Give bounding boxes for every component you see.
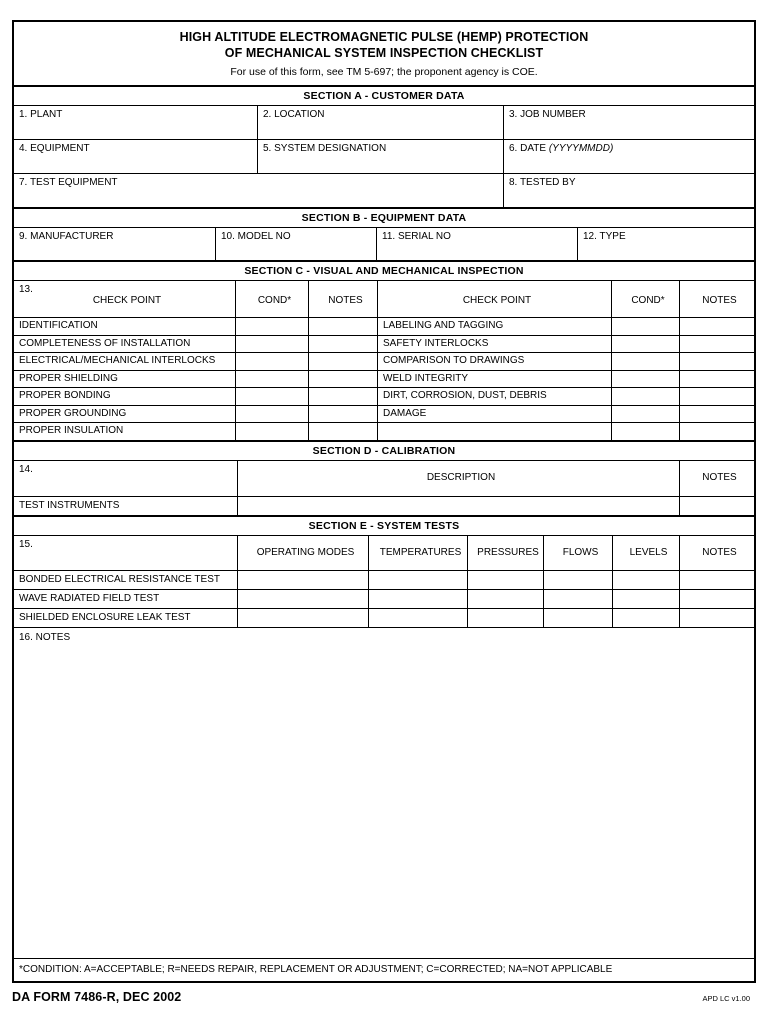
table-row: [14, 609, 754, 628]
form-number: DA FORM 7486-R, DEC 2002: [12, 990, 182, 1004]
field-date-format-hint: (YYYYMMDD): [548, 143, 614, 154]
checkpoint-right-0: LABELING AND TAGGING: [378, 318, 612, 335]
field-tested-by[interactable]: [504, 174, 754, 207]
section-e-col-operating-modes-label: OPERATING MODES: [256, 546, 355, 558]
cond-right-5[interactable]: [612, 406, 680, 423]
section-c-left-checkpoint-header: [14, 281, 236, 317]
section-b-header: SECTION B - EQUIPMENT DATA: [14, 209, 754, 228]
field-equipment[interactable]: [14, 140, 258, 173]
section-a-row-2: [14, 140, 754, 174]
section-e-cell-1-flows[interactable]: [544, 590, 613, 608]
section-e-cell-2-operating-modes[interactable]: [238, 609, 369, 627]
section-e-row-label-0: BONDED ELECTRICAL RESISTANCE TEST: [14, 571, 238, 589]
field-equipment-label: 4. EQUIPMENT: [19, 143, 90, 154]
notes-right-3[interactable]: [680, 371, 754, 388]
cond-right-1[interactable]: [612, 336, 680, 353]
cond-right-4[interactable]: [612, 388, 680, 405]
section-c-right-cond-label: COND*: [631, 294, 665, 306]
table-row: [14, 571, 754, 590]
notes-left-6[interactable]: [309, 423, 378, 440]
form-outer-border: [12, 20, 756, 983]
section-d-header: SECTION D - CALIBRATION: [14, 442, 754, 461]
table-row: [14, 336, 754, 354]
section-d-description-0[interactable]: [238, 497, 680, 515]
section-c-item-number: 13.: [19, 284, 33, 295]
table-row: [14, 388, 754, 406]
notes-left-2[interactable]: [309, 353, 378, 370]
section-e-col-levels-label: LEVELS: [629, 546, 668, 558]
table-row: [14, 353, 754, 371]
cond-left-2[interactable]: [236, 353, 309, 370]
notes-left-4[interactable]: [309, 388, 378, 405]
field-plant[interactable]: [14, 106, 258, 139]
checkpoint-right-5: DAMAGE: [378, 406, 612, 423]
section-e-row-label-2: SHIELDED ENCLOSURE LEAK TEST: [14, 609, 238, 627]
field-location[interactable]: [258, 106, 504, 139]
section-c-header: SECTION C - VISUAL AND MECHANICAL INSPECTION: [14, 262, 754, 281]
section-b-row-1: [14, 228, 754, 262]
checkpoint-left-3: PROPER SHIELDING: [14, 371, 236, 388]
section-e-cell-2-temperatures[interactable]: [369, 609, 468, 627]
notes-area[interactable]: [14, 628, 754, 960]
field-date[interactable]: [504, 140, 754, 173]
checkpoint-left-0: IDENTIFICATION: [14, 318, 236, 335]
table-row: [14, 497, 754, 517]
field-model-no[interactable]: [216, 228, 377, 260]
cond-left-1[interactable]: [236, 336, 309, 353]
section-d-notes-label: NOTES: [702, 472, 737, 483]
section-e-col-pressures: [468, 536, 544, 570]
section-c-header-row: [14, 281, 754, 318]
field-serial-no-label: 11. SERIAL NO: [382, 231, 451, 242]
checkpoint-right-3: WELD INTEGRITY: [378, 371, 612, 388]
section-e-cell-1-notes[interactable]: [680, 590, 754, 608]
section-c-left-cond-label: COND*: [257, 294, 292, 306]
section-e-col-operating-modes: [238, 536, 369, 570]
section-e-header: SECTION E - SYSTEM TESTS: [14, 517, 754, 536]
field-system-designation[interactable]: [258, 140, 504, 173]
checkpoint-left-6: PROPER INSULATION: [14, 423, 236, 440]
section-d-item-number-cell: [14, 461, 238, 496]
notes-right-1[interactable]: [680, 336, 754, 353]
cond-right-6[interactable]: [612, 423, 680, 440]
section-e-cell-2-flows[interactable]: [544, 609, 613, 627]
section-a-header: SECTION A - CUSTOMER DATA: [14, 87, 754, 106]
section-e-col-levels: [613, 536, 680, 570]
table-row: [14, 318, 754, 336]
section-e-col-flows: [544, 536, 613, 570]
section-e-cell-1-operating-modes[interactable]: [238, 590, 369, 608]
field-job-number[interactable]: [504, 106, 754, 139]
cond-left-6[interactable]: [236, 423, 309, 440]
section-e-col-temperatures: [369, 536, 468, 570]
cond-left-5[interactable]: [236, 406, 309, 423]
section-e-col-notes: [680, 536, 754, 570]
section-c-right-cond-header: [612, 281, 680, 317]
section-e-col-notes-label: NOTES: [702, 546, 737, 558]
section-e-col-temperatures-label: TEMPERATURES: [379, 546, 462, 558]
field-date-label: 6. DATE: [509, 143, 549, 154]
field-serial-no[interactable]: [377, 228, 578, 260]
table-row: [14, 423, 754, 442]
notes-left-3[interactable]: [309, 371, 378, 388]
notes-right-5[interactable]: [680, 406, 754, 423]
cond-left-4[interactable]: [236, 388, 309, 405]
section-c-right-notes-header: [680, 281, 754, 317]
section-e-item-number-cell: [14, 536, 238, 570]
section-c-right-notes-label: NOTES: [702, 294, 737, 306]
checkpoint-left-2: ELECTRICAL/MECHANICAL INTERLOCKS: [14, 353, 236, 370]
field-model-no-label: 10. MODEL NO: [221, 231, 291, 242]
field-plant-label: 1. PLANT: [19, 109, 63, 120]
section-e-cell-1-pressures[interactable]: [468, 590, 544, 608]
cond-right-3[interactable]: [612, 371, 680, 388]
section-a-row-3: [14, 174, 754, 209]
section-e-cell-2-pressures[interactable]: [468, 609, 544, 627]
section-c-right-checkpoint-header: [378, 281, 612, 317]
checkpoint-left-1: COMPLETENESS OF INSTALLATION: [14, 336, 236, 353]
section-d-header-row: [14, 461, 754, 497]
checkpoint-right-1: SAFETY INTERLOCKS: [378, 336, 612, 353]
section-e-cell-0-levels[interactable]: [613, 571, 680, 589]
section-d-description-label: DESCRIPTION: [426, 472, 496, 483]
section-e-cell-2-levels[interactable]: [613, 609, 680, 627]
section-e-row-label-1: WAVE RADIATED FIELD TEST: [14, 590, 238, 608]
table-row: [14, 406, 754, 424]
checkpoint-left-5: PROPER GROUNDING: [14, 406, 236, 423]
checkpoint-right-6: [378, 423, 612, 440]
section-c-left-notes-label: NOTES: [328, 294, 363, 306]
notes-left-1[interactable]: [309, 336, 378, 353]
notes-label: 16. NOTES: [19, 631, 71, 643]
section-e-col-pressures-label: PRESSURES: [477, 546, 539, 558]
section-a-row-1: [14, 106, 754, 140]
section-d-item-number: 14.: [19, 463, 33, 475]
section-d-description-header: [238, 461, 680, 496]
field-manufacturer-label: 9. MANUFACTURER: [19, 231, 114, 242]
section-e-cell-0-temperatures[interactable]: [369, 571, 468, 589]
form-title-block: [14, 22, 754, 87]
cond-left-3[interactable]: [236, 371, 309, 388]
condition-footnote-text: *CONDITION: A=ACCEPTABLE; R=NEEDS REPAIR, REPLACEMENT OR ADJUSTMENT; C=CORRECTED; NA=NOT APPLICABLE: [19, 964, 613, 975]
table-row: [14, 371, 754, 389]
checkpoint-right-2: COMPARISON TO DRAWINGS: [378, 353, 612, 370]
section-d-notes-0[interactable]: [680, 497, 754, 515]
section-e-col-flows-label: FLOWS: [562, 546, 599, 558]
section-e-header-row: [14, 536, 754, 571]
field-type-label: 12. TYPE: [583, 231, 626, 242]
notes-right-0[interactable]: [680, 318, 754, 335]
notes-left-0[interactable]: [309, 318, 378, 335]
section-d-row-label-0: TEST INSTRUMENTS: [14, 497, 238, 515]
section-e-cell-0-flows[interactable]: [544, 571, 613, 589]
form-title-line-1: HIGH ALTITUDE ELECTROMAGNETIC PULSE (HEMP) PROTECTION: [179, 30, 589, 44]
field-manufacturer[interactable]: [14, 228, 216, 260]
section-c-left-cond-header: [236, 281, 309, 317]
section-e-cell-1-temperatures[interactable]: [369, 590, 468, 608]
section-e-cell-0-operating-modes[interactable]: [238, 571, 369, 589]
form-footer: [12, 990, 756, 1004]
section-c-right-checkpoint-label: CHECK POINT: [462, 294, 532, 306]
checkpoint-left-4: PROPER BONDING: [14, 388, 236, 405]
form-title-line-2: OF MECHANICAL SYSTEM INSPECTION CHECKLIST: [224, 45, 544, 60]
section-e-cell-2-notes[interactable]: [680, 609, 754, 627]
field-location-label: 2. LOCATION: [263, 109, 325, 120]
cond-right-2[interactable]: [612, 353, 680, 370]
apd-version: APD LC v1.00: [702, 994, 750, 1003]
section-c-left-notes-header: [309, 281, 378, 317]
field-tested-by-label: 8. TESTED BY: [509, 177, 576, 188]
section-e-cell-0-notes[interactable]: [680, 571, 754, 589]
table-row: [14, 590, 754, 609]
field-job-number-label: 3. JOB NUMBER: [509, 109, 586, 120]
section-e-cell-0-pressures[interactable]: [468, 571, 544, 589]
form-subtitle: For use of this form, see TM 5-697; the proponent agency is COE.: [230, 66, 538, 78]
field-system-designation-label: 5. SYSTEM DESIGNATION: [263, 143, 387, 154]
field-test-equipment[interactable]: [14, 174, 504, 207]
notes-right-4[interactable]: [680, 388, 754, 405]
field-type[interactable]: [578, 228, 754, 260]
section-c-left-checkpoint-label: CHECK POINT: [92, 294, 162, 306]
notes-left-5[interactable]: [309, 406, 378, 423]
cond-right-0[interactable]: [612, 318, 680, 335]
section-e-item-number: 15.: [19, 538, 33, 550]
notes-right-6[interactable]: [680, 423, 754, 440]
section-e-cell-1-levels[interactable]: [613, 590, 680, 608]
condition-footnote: [14, 959, 754, 981]
notes-right-2[interactable]: [680, 353, 754, 370]
section-d-notes-header: [680, 461, 754, 496]
field-test-equipment-label: 7. TEST EQUIPMENT: [19, 177, 118, 188]
cond-left-0[interactable]: [236, 318, 309, 335]
checkpoint-right-4: DIRT, CORROSION, DUST, DEBRIS: [378, 388, 612, 405]
